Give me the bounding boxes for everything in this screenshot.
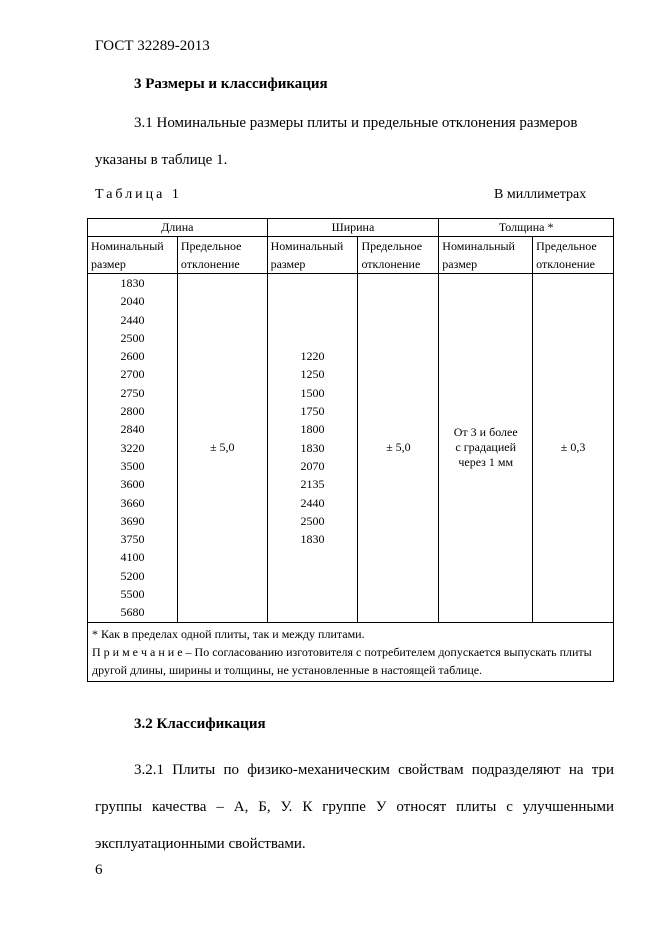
table-notes [88, 622, 614, 681]
width-deviation: ± 5,0 [358, 274, 439, 623]
width-value: 1800 [300, 422, 325, 437]
width-value: 1220 [300, 349, 325, 364]
thickness-line: с градацией [455, 440, 517, 455]
length-value: 2600 [120, 349, 145, 364]
width-value: 2500 [300, 513, 325, 528]
thickness-deviation: ± 0,3 [533, 274, 614, 623]
width-value: 2440 [300, 495, 325, 510]
subheader-thickness-nominal: Номинальный размер [439, 237, 533, 274]
length-value: 3660 [120, 495, 145, 510]
length-value: 2440 [120, 312, 145, 327]
dimensions-table [87, 218, 614, 682]
width-value: 1750 [300, 404, 325, 419]
subheader-row [88, 237, 614, 274]
width-value: 2070 [300, 458, 325, 473]
thickness-values-cell [439, 274, 533, 623]
length-value: 5200 [120, 568, 145, 583]
table-caption: Таблица 1 [95, 187, 182, 202]
page-number: 6 [95, 862, 103, 878]
length-value: 4100 [120, 550, 145, 565]
length-value: 3690 [120, 513, 145, 528]
length-value: 1830 [120, 276, 145, 290]
length-value: 3500 [120, 458, 145, 473]
width-value: 1830 [300, 440, 325, 455]
table-footnote: * Как в пределах одной плиты, так и между плитами. [92, 626, 365, 641]
width-value: 2135 [300, 477, 325, 492]
subheader-thickness-deviation: Предельное отклонение [533, 237, 614, 274]
note-text: – По согласованию изготовителя с потребителем допускается выпускать плиты другой длины, ширины и толщины, не установленные в настоящей таблице. [92, 644, 592, 677]
length-value: 2750 [120, 385, 145, 400]
length-value: 2800 [120, 404, 145, 419]
table-note [92, 643, 609, 679]
length-value: 2840 [120, 422, 145, 437]
length-value: 3600 [120, 477, 145, 492]
subheader-length-nominal: Номинальный размер [88, 237, 178, 274]
paragraph-3-1-line1: 3.1 Номинальные размеры плиты и предельные отклонения размеров [134, 115, 578, 131]
thickness-line: От 3 и более [453, 425, 518, 440]
group-header-length: Длина [88, 219, 268, 237]
document-header: ГОСТ 32289-2013 [95, 38, 210, 54]
section-3-title: 3 Размеры и классификация [134, 76, 328, 92]
subheader-width-nominal: Номинальный размер [267, 237, 358, 274]
group-header-thickness: Толщина * [439, 219, 614, 237]
length-value: 5680 [120, 605, 145, 620]
subheader-length-deviation: Предельное отклонение [177, 237, 267, 274]
length-values-cell [88, 274, 178, 623]
thickness-line: через 1 мм [458, 455, 514, 470]
group-header-width: Ширина [267, 219, 439, 237]
width-value: 1500 [300, 385, 325, 400]
subheader-width-deviation: Предельное отклонение [358, 237, 439, 274]
paragraph-3-2-1: 3.2.1 Плиты по физико-механическим свойствам подразделяют на три группы качества – А, Б, У. К группе У относят плиты с улучшенными эксплуатационными свойствами. [95, 762, 614, 852]
values-row [88, 274, 614, 623]
width-value: 1830 [300, 532, 325, 547]
width-values-cell [267, 274, 358, 623]
length-value: 3220 [120, 440, 145, 455]
width-value: 1250 [300, 367, 325, 382]
paragraph-3-1-line2: указаны в таблице 1. [95, 152, 228, 168]
length-value: 3750 [120, 532, 145, 547]
note-label: П р и м е ч а н и е [92, 644, 183, 659]
length-value: 2500 [120, 330, 145, 345]
length-value: 2700 [120, 367, 145, 382]
length-deviation: ± 5,0 [177, 274, 267, 623]
length-value: 2040 [120, 294, 145, 309]
length-value: 5500 [120, 587, 145, 602]
section-3-2-title: 3.2 Классификация [134, 716, 266, 732]
table-unit: В миллиметрах [494, 187, 587, 202]
